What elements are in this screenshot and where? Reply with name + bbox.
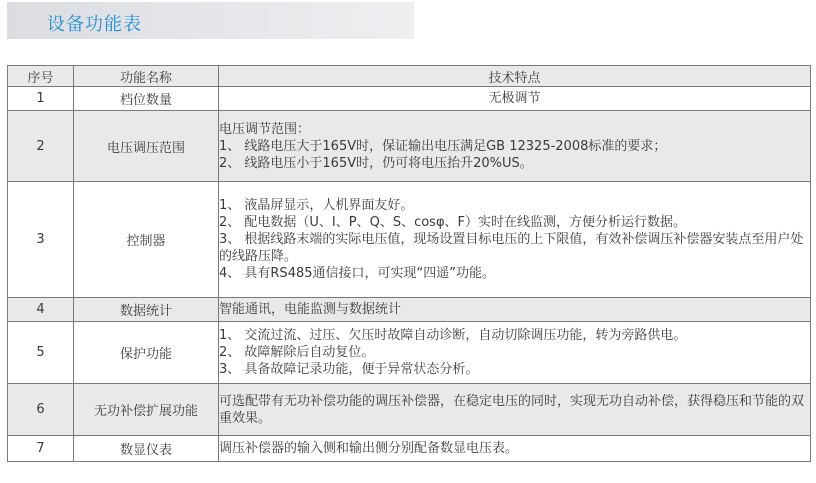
row-no: 4 bbox=[8, 298, 74, 322]
row-name: 保护功能 bbox=[74, 322, 219, 384]
row-features bbox=[219, 182, 811, 298]
row-no: 7 bbox=[8, 436, 74, 462]
section-title-band bbox=[7, 2, 414, 39]
table-row bbox=[8, 298, 811, 322]
table-row bbox=[8, 384, 811, 436]
function-table bbox=[7, 65, 811, 462]
row-no: 5 bbox=[8, 322, 74, 384]
feature-line: 2、 故障解除后自动复位。 bbox=[219, 345, 375, 360]
row-no: 2 bbox=[8, 111, 74, 182]
row-name: 档位数量 bbox=[74, 87, 219, 111]
feature-line: 4、 具有RS485通信接口，可实现“四遥”功能。 bbox=[219, 266, 495, 281]
row-features bbox=[219, 111, 811, 182]
feature-line: 可选配带有无功补偿功能的调压补偿器，在稳定电压的同时，实现无功自动补偿，获得稳压和节能的双重效果。 bbox=[219, 393, 805, 426]
row-features bbox=[219, 322, 811, 384]
feature-line: 2、 线路电压小于165V时，仍可将电压抬升20%US。 bbox=[219, 155, 533, 171]
feature-line: 2、 配电数据（U、I、P、Q、S、cosφ、F）实时在线监测，方便分析运行数据。 bbox=[219, 215, 687, 230]
feature-line: 电压调节范围： bbox=[219, 121, 311, 137]
row-features bbox=[219, 384, 811, 436]
feature-line: 1、 液晶屏显示，人机界面友好。 bbox=[219, 198, 414, 213]
row-name: 控制器 bbox=[74, 182, 219, 298]
header-features: 技术特点 bbox=[219, 66, 811, 87]
feature-line: 1、 交流过流、过压、欠压时故障自动诊断，自动切除调压功能，转为旁路供电。 bbox=[219, 328, 687, 343]
table-row bbox=[8, 182, 811, 298]
row-name: 电压调压范围 bbox=[74, 111, 219, 182]
row-name: 数据统计 bbox=[74, 298, 219, 322]
row-features bbox=[219, 436, 811, 462]
feature-line: 智能通讯，电能监测与数据统计 bbox=[219, 302, 402, 317]
table-row bbox=[8, 111, 811, 182]
row-features bbox=[219, 87, 811, 111]
row-no: 6 bbox=[8, 384, 74, 436]
row-no: 3 bbox=[8, 182, 74, 298]
table-header-row bbox=[8, 66, 811, 87]
row-features bbox=[219, 298, 811, 322]
header-no: 序号 bbox=[8, 66, 74, 87]
feature-line: 无极调节 bbox=[488, 91, 541, 106]
table-row bbox=[8, 87, 811, 111]
feature-line: 1、 线路电压大于165V时，保证输出电压满足GB 12325-2008标准的要求； bbox=[219, 138, 667, 154]
feature-line: 调压补偿器的输入侧和输出侧分别配备数显电压表。 bbox=[219, 441, 519, 456]
row-name: 数显仪表 bbox=[74, 436, 219, 462]
row-no: 1 bbox=[8, 87, 74, 111]
row-name: 无功补偿扩展功能 bbox=[74, 384, 219, 436]
feature-line: 3、 根据线路末端的实际电压值，现场设置目标电压的上下限值，有效补偿调压补偿器安装点至用户处的线路压降。 bbox=[219, 232, 804, 264]
section-title: 设备功能表 bbox=[47, 14, 142, 35]
table-row bbox=[8, 322, 811, 384]
table-row bbox=[8, 436, 811, 462]
header-name: 功能名称 bbox=[74, 66, 219, 87]
feature-line: 3、 具备故障记录功能，便于异常状态分析。 bbox=[219, 362, 479, 377]
